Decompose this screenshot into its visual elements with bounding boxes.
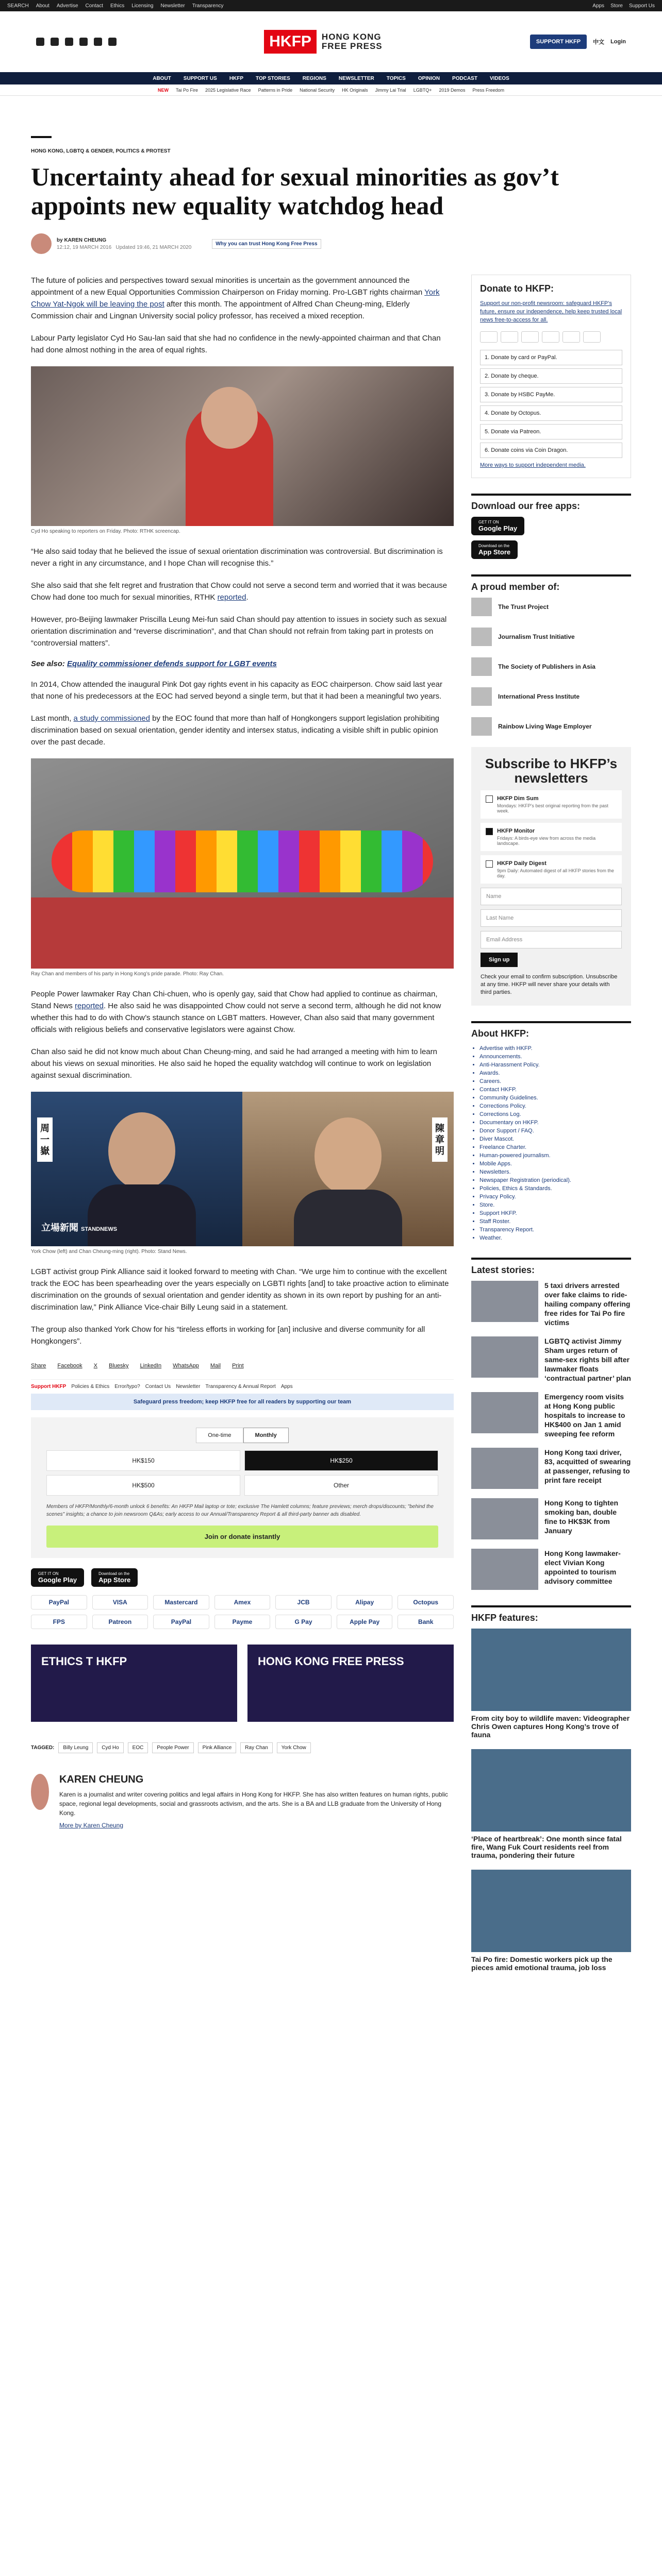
photo-caption: Ray Chan and members of his party in Hong Kong’s pride parade. Photo: Ray Chan. xyxy=(31,971,224,977)
about-link[interactable]: • Transparency Report. xyxy=(479,1226,631,1234)
amex-icon xyxy=(521,331,539,343)
footer-link[interactable]: Contact Us xyxy=(145,1384,171,1389)
about-link[interactable]: • Policies, Ethics & Standards. xyxy=(479,1184,631,1193)
photo-chow-and-chan xyxy=(31,1092,454,1255)
donate-title: Donate to HKFP: xyxy=(480,283,554,294)
checkbox[interactable] xyxy=(486,860,493,868)
more-by-author-link[interactable]: More by Karen Cheung xyxy=(59,1822,124,1829)
author-box xyxy=(31,1774,454,1833)
frequency-one-time[interactable]: One-time xyxy=(196,1428,243,1443)
about-link[interactable]: • Store. xyxy=(479,1201,631,1209)
share-bluesky[interactable]: Bluesky xyxy=(109,1363,129,1369)
donate-text[interactable]: Support our non-profit newsroom: safeguard HKFP’s future, ensure our independence, help keep trusted local news free-to-access for all. xyxy=(480,300,622,323)
name-input[interactable]: Name xyxy=(481,888,622,905)
x-icon[interactable] xyxy=(51,38,59,46)
main-nav xyxy=(0,72,662,84)
app-store-badge[interactable]: Download on the App Store xyxy=(471,540,518,559)
paragraph: She also said that she felt regret and frustration that Chow could not serve a second term and worried that it was because Chow had done too much for sexual minorities, RTHK reported. xyxy=(31,581,448,602)
inline-link[interactable]: reported xyxy=(217,593,246,602)
support-hkfp-link[interactable]: Support HKFP xyxy=(31,1384,67,1389)
octopus-icon xyxy=(562,331,580,343)
about-link[interactable]: • Documentary on HKFP. xyxy=(479,1118,631,1127)
about-link[interactable]: • Announcements. xyxy=(479,1053,631,1061)
living-wage-icon xyxy=(471,717,492,736)
top-bar xyxy=(0,0,662,11)
latest-story[interactable] xyxy=(471,1498,631,1539)
app-badges xyxy=(31,1568,454,1587)
logo-mark: HKFP xyxy=(264,30,317,54)
about-link[interactable]: • Newspaper Registration (periodical). xyxy=(479,1176,631,1184)
story-thumbnail[interactable] xyxy=(471,1281,538,1322)
jti-icon xyxy=(471,628,492,646)
support-links xyxy=(31,1379,454,1394)
checkbox-checked[interactable] xyxy=(486,828,493,835)
story-title[interactable]: Emergency room visits at Hong Kong public hospitals to increase to HK$400 on Jan 1 amid sweeping fee reform xyxy=(544,1393,625,1438)
donate-option[interactable]: 6. Donate coins via Coin Dragon. xyxy=(480,443,622,458)
ethics-promo[interactable]: ETHICS T HKFP xyxy=(31,1645,237,1722)
author-bio: Karen is a journalist and writer covering politics and legal affairs in Hong Kong for HKFP. She has also written features on human rights, public space, regional legal developments, social and grassroots activism, and the arts. She is a BA and LLB graduate from the University of Hong Kong. xyxy=(59,1791,448,1817)
story-title[interactable]: Hong Kong lawmaker-elect Vivian Kong appointed to tourism advisory committee xyxy=(544,1549,621,1585)
language-link[interactable]: 中文 xyxy=(593,39,605,45)
donate-option[interactable]: 1. Donate by card or PayPal. xyxy=(480,350,622,365)
payment-icon[interactable]: PayPal xyxy=(153,1615,209,1629)
about-link[interactable]: • Diver Mascot. xyxy=(479,1135,631,1143)
threads-icon[interactable] xyxy=(79,38,88,46)
last-name-input[interactable]: Last Name xyxy=(481,909,622,927)
donate-option[interactable]: 4. Donate by Octopus. xyxy=(480,405,622,421)
publish-date: 12:12, 19 MARCH 2016 xyxy=(57,244,112,250)
pay-icons xyxy=(480,331,622,343)
footer-link[interactable]: Apps xyxy=(280,1384,293,1389)
share-linkedin[interactable]: LinkedIn xyxy=(140,1363,162,1369)
topic-item[interactable]: Tai Po Fire xyxy=(175,87,198,93)
inline-link[interactable]: reported xyxy=(75,1002,104,1010)
share-label: Share xyxy=(31,1363,46,1369)
about-link[interactable]: • Corrections Log. xyxy=(479,1110,631,1118)
member-logo[interactable]: International Press Institute xyxy=(471,687,631,706)
topic-item[interactable]: HK Originals xyxy=(342,87,368,93)
photo-cyd-ho xyxy=(31,366,454,534)
payment-icon[interactable]: Mastercard xyxy=(153,1595,209,1609)
payment-icon[interactable]: Alipay xyxy=(337,1595,393,1609)
member-logo[interactable]: The Society of Publishers in Asia xyxy=(471,657,631,676)
nav-item[interactable]: TOPICS xyxy=(386,75,406,81)
story-title[interactable]: LGBTQ activist Jimmy Sham urges return of same-sex rights bill after lawmaker floats ‘contractual partner’ plan xyxy=(544,1337,631,1382)
story-title[interactable]: 5 taxi drivers arrested over fake claims to ride-hailing company offering free rides for Tai Po fire victims xyxy=(544,1281,631,1327)
latest-title: Latest stories: xyxy=(471,1265,535,1275)
story-thumbnail[interactable] xyxy=(471,1336,538,1378)
paragraph: Chan also said he did not know much about Chan Cheung-ming, and said he had arranged a meeting with him to learn about his views on sexual minorities. He also said he hoped the equality watchdog will continue to work on legislation against sexual discrimination. xyxy=(31,1047,437,1080)
share-x[interactable]: X xyxy=(93,1363,98,1369)
topic-item[interactable]: Press Freedom xyxy=(472,87,505,93)
name-placard-left: 周一嶽 xyxy=(37,1117,53,1162)
standnews-logo: 立場新聞 STANDNEWS xyxy=(41,1223,118,1233)
about-link[interactable]: • Corrections Policy. xyxy=(479,1102,631,1110)
newsletter-option[interactable]: HKFP Dim Sum Mondays: HKFP’s best original reporting from the past week. xyxy=(481,790,622,819)
search-link[interactable]: SEARCH xyxy=(7,3,29,9)
trust-link[interactable]: Why you can trust Hong Kong Free Press xyxy=(212,239,321,249)
title-rule xyxy=(31,136,52,138)
linkedin-icon[interactable] xyxy=(94,38,102,46)
visa-icon xyxy=(501,331,518,343)
new-badge: NEW xyxy=(157,87,169,93)
paragraph: The future of policies and perspectives toward sexual minorities is uncertain as the government announced the appointment of a new Equal Opportunities Commission Chairperson on Friday morning. Pro-LGBT rights chairman York Chow Yat-Ngok will be leaving the post after this month. The appointment of Alfred Chan Cheung-ming, Elderly Commission chair and Lingnan University social policy professor, has received a mixed reception. xyxy=(31,276,440,320)
signup-note: Check your email to confirm subscription. Unsubscribe at any time. HKFP will never share your details with third parties. xyxy=(481,974,618,995)
photo-pride-parade xyxy=(31,758,454,977)
author-link[interactable]: KAREN CHEUNG xyxy=(64,237,107,243)
ipi-icon xyxy=(471,687,492,706)
about-title: About HKFP: xyxy=(471,1028,529,1039)
payment-icon[interactable]: PayPal xyxy=(31,1595,87,1609)
story-thumbnail[interactable] xyxy=(471,1498,538,1539)
google-play-badge[interactable]: GET IT ON Google Play xyxy=(31,1568,84,1587)
story-thumbnail[interactable] xyxy=(471,1392,538,1433)
paypal-icon xyxy=(542,331,559,343)
nav-item[interactable]: NEWSLETTER xyxy=(338,75,374,81)
topic-item[interactable]: LGBTQ+ xyxy=(413,87,432,93)
more-ways-link[interactable]: More ways to support independent media. xyxy=(480,462,586,468)
store-link[interactable]: Store xyxy=(610,3,623,9)
apps-link[interactable]: Apps xyxy=(592,3,605,9)
nav-item[interactable]: SUPPORT US xyxy=(183,75,217,81)
google-play-badge[interactable]: GET IT ON Google Play xyxy=(471,517,524,535)
payment-icon[interactable]: FPS xyxy=(31,1615,87,1629)
about-link[interactable]: • Human-powered journalism. xyxy=(479,1151,631,1160)
tag[interactable]: Pink Alliance xyxy=(198,1742,237,1753)
feature-title[interactable]: Tai Po fire: Domestic workers pick up the pieces amid emotional trauma, job loss xyxy=(471,1955,613,1972)
apps-title: Download our free apps: xyxy=(471,501,581,511)
about-link[interactable]: • Anti-Harassment Policy. xyxy=(479,1061,631,1069)
payment-icon[interactable]: G Pay xyxy=(275,1615,332,1629)
amount-option[interactable]: HK$150 xyxy=(46,1450,240,1471)
mastercard-icon xyxy=(480,331,498,343)
footer-link[interactable]: Error/typo? xyxy=(114,1384,140,1389)
sidebar xyxy=(471,275,631,1982)
about-link[interactable]: • Weather. xyxy=(479,1234,631,1242)
payment-icon[interactable]: Patreon xyxy=(92,1615,148,1629)
story-thumbnail[interactable] xyxy=(471,1448,538,1489)
member-logo[interactable]: Rainbow Living Wage Employer xyxy=(471,717,631,736)
features-title: HKFP features: xyxy=(471,1613,538,1623)
checkbox[interactable] xyxy=(486,795,493,803)
about-link[interactable]: • Careers. xyxy=(479,1077,631,1086)
about-link[interactable]: • Community Guidelines. xyxy=(479,1094,631,1102)
feature-story[interactable] xyxy=(471,1629,631,1739)
topic-item[interactable]: 2025 Legislative Race xyxy=(205,87,251,93)
about-link[interactable]: • Staff Roster. xyxy=(479,1217,631,1226)
story-title[interactable]: Hong Kong to tighten smoking ban, double fine to HK$3K from January xyxy=(544,1499,619,1535)
inline-link[interactable]: a study commissioned xyxy=(73,714,150,723)
nav-item[interactable]: ABOUT xyxy=(153,75,171,81)
promo-banners xyxy=(31,1645,454,1722)
article-categories[interactable]: HONG KONG, LGBTQ & GENDER, POLITICS & PROTEST xyxy=(31,148,171,154)
payment-icon[interactable]: JCB xyxy=(275,1595,332,1609)
share-facebook[interactable]: Facebook xyxy=(57,1363,82,1369)
latest-story[interactable] xyxy=(471,1392,631,1438)
tag[interactable]: Cyd Ho xyxy=(97,1742,123,1753)
paragraph: Labour Party legislator Cyd Ho Sau-lan said that she had no confidence in the newly-appointed chairman and that Chan had done almost nothing in the area of equal rights. xyxy=(31,334,441,354)
support-us-link[interactable]: Support Us xyxy=(628,3,655,9)
see-also: See also: Equality commissioner defends support for LGBT events xyxy=(31,659,277,668)
feature-thumbnail[interactable] xyxy=(471,1870,631,1952)
topic-item[interactable]: 2019 Demos xyxy=(439,87,466,93)
donate-box xyxy=(471,275,631,478)
member-title: A proud member of: xyxy=(471,582,560,592)
tag[interactable]: Billy Leung xyxy=(58,1742,93,1753)
amount-option[interactable]: HK$500 xyxy=(46,1475,240,1496)
author-avatar xyxy=(31,1774,49,1810)
sopa-icon xyxy=(471,657,492,676)
byline: by KAREN CHEUNG 12:12, 19 MARCH 2016 Updated 19:46, 21 MARCH 2020 Why you can trust Hong Kong Free Press xyxy=(31,233,631,254)
amount-option-other[interactable]: Other xyxy=(244,1475,438,1496)
nav-item[interactable]: PODCAST xyxy=(452,75,477,81)
inline-link[interactable]: York Chow Yat-Ngok will be leaving the post xyxy=(31,288,440,309)
frequency-monthly[interactable]: Monthly xyxy=(243,1428,289,1443)
latest-story[interactable] xyxy=(471,1281,631,1327)
join-button[interactable]: Join or donate instantly xyxy=(46,1526,438,1548)
instagram-icon[interactable] xyxy=(65,38,73,46)
feature-thumbnail[interactable] xyxy=(471,1749,631,1832)
newsletter-option[interactable]: HKFP Monitor Fridays: A birds-eye view from across the media landscape. xyxy=(481,823,622,851)
payment-icon[interactable]: Amex xyxy=(214,1595,271,1609)
feature-title[interactable]: From city boy to wildlife maven: Videographer Chris Owen captures Hong Kong’s trove of fauna xyxy=(471,1714,630,1739)
name-placard-right: 陳章明 xyxy=(432,1117,448,1162)
payment-icon[interactable]: Bank xyxy=(398,1615,454,1629)
feature-title[interactable]: ‘Place of heartbreak’: One month since fatal fire, Wang Fuk Court residents reel from trauma, pondering their future xyxy=(471,1835,622,1859)
site-logo[interactable] xyxy=(264,30,382,54)
about-link[interactable]: • Freelance Charter. xyxy=(479,1143,631,1151)
app-store-badge[interactable]: Download on the App Store xyxy=(91,1568,138,1587)
about-link[interactable]: About xyxy=(36,3,49,9)
amount-option-selected[interactable]: HK$250 xyxy=(244,1450,438,1471)
contact-link[interactable]: Contact xyxy=(85,3,103,9)
login-link[interactable]: Login xyxy=(610,39,626,45)
advertise-link[interactable]: Advertise xyxy=(56,3,78,9)
logo-text: HONG KONG FREE PRESS xyxy=(321,32,383,51)
member-logo[interactable]: Journalism Trust Initiative xyxy=(471,628,631,646)
about-link[interactable]: • Newsletters. xyxy=(479,1168,631,1176)
licensing-link[interactable]: Licensing xyxy=(131,3,154,9)
tag[interactable]: EOC xyxy=(128,1742,148,1753)
about-link[interactable]: • Donor Support / FAQ. xyxy=(479,1127,631,1135)
nav-item[interactable]: TOP STORIES xyxy=(256,75,290,81)
member-benefits: Members of HKFP/Monthly/6-month unlock 6 benefits: An HKFP Mail laptop or tote; exclusive The Hamlett columns; feature previews; merch drops/discounts; "behind the scenes" insights; a chance to join newsroom Q&As; early access to our Annual/Transparency Report & all third-party banner ads disabled. xyxy=(46,1504,434,1517)
social-links xyxy=(36,38,117,46)
tags-label: TAGGED: xyxy=(31,1745,55,1751)
latest-story[interactable] xyxy=(471,1549,631,1590)
payme-icon xyxy=(583,331,601,343)
feature-story[interactable] xyxy=(471,1870,631,1972)
paragraph: “He also said today that he believed the issue of sexual orientation discrimination was controversial. But discrimination is never a right in any circumstance, and I hope Chan will recognise this.” xyxy=(31,547,443,568)
donate-widget xyxy=(31,1417,454,1558)
about-link[interactable]: • Contact HKFP. xyxy=(479,1086,631,1094)
payment-icon[interactable]: Octopus xyxy=(398,1595,454,1609)
paragraph: LGBT activist group Pink Alliance said it looked forward to meeting with Chan. “We urge him to continue with the excellent track the EOC has been spearheading over the years especially on LGBTI rights [and] to take proactive action to eliminate discrimination on the grounds of sexual orientation and gender identity as shown in its own report by pushing for an anti-discrimination law,” Pink Alliance Vice-chair Billy Leung said in a statement. xyxy=(31,1267,449,1312)
photo-caption: Cyd Ho speaking to reporters on Friday. Photo: RTHK screencap. xyxy=(31,529,180,534)
feature-thumbnail[interactable] xyxy=(471,1629,631,1711)
author-avatar xyxy=(31,233,52,254)
share-whatsapp[interactable]: WhatsApp xyxy=(173,1363,199,1369)
donate-option[interactable]: 5. Donate via Patreon. xyxy=(480,424,622,439)
ethics-link[interactable]: Ethics xyxy=(110,3,125,9)
topic-item[interactable]: Jimmy Lai Trial xyxy=(375,87,406,93)
topic-nav xyxy=(0,84,662,96)
latest-story[interactable] xyxy=(471,1336,631,1383)
member-logo[interactable]: The Trust Project xyxy=(471,598,631,616)
hkfp-promo[interactable]: HONG KONG FREE PRESS xyxy=(247,1645,454,1722)
footer-link[interactable]: Newsletter xyxy=(176,1384,201,1389)
updated-date: Updated 19:46, 21 MARCH 2020 xyxy=(115,244,192,250)
tag[interactable]: People Power xyxy=(152,1742,193,1753)
newsletter-title: Subscribe to HKFP’s newsletters xyxy=(485,756,618,786)
payment-icon[interactable]: VISA xyxy=(92,1595,148,1609)
nav-item[interactable]: OPINION xyxy=(418,75,440,81)
share-print[interactable]: Print xyxy=(232,1363,244,1369)
donate-option[interactable]: 3. Donate by HSBC PayMe. xyxy=(480,387,622,402)
paragraph: However, pro-Beijing lawmaker Priscilla Leung Mei-fun said Chan should pay attention to issues in society such as sexual orientation discrimination and “reverse discrimination”, and that Chan should not refrain from taking part in protests on “controversial matters”. xyxy=(31,615,447,648)
support-hkfp-button[interactable]: SUPPORT HKFP xyxy=(530,35,587,49)
story-title[interactable]: Hong Kong taxi driver, 83, acquitted of swearing at passenger, refusing to print fare receipt xyxy=(544,1448,631,1484)
trust-project-icon xyxy=(471,598,492,616)
latest-story[interactable] xyxy=(471,1448,631,1489)
paragraph: In 2014, Chow attended the inaugural Pink Dot gay rights event in his capacity as EOC chairperson. Chow said last year that none of his predecessors at the EOC had served beyond a single term, but that it had been a meaningful two years. xyxy=(31,680,442,701)
donate-option[interactable]: 2. Donate by cheque. xyxy=(480,368,622,384)
photo-caption: York Chow (left) and Chan Cheung-ming (right). Photo: Stand News. xyxy=(31,1249,187,1255)
masthead xyxy=(0,11,662,72)
article-body xyxy=(31,275,454,1982)
topic-item[interactable]: National Security xyxy=(300,87,335,93)
topic-item[interactable]: Patterns in Pride xyxy=(258,87,293,93)
facebook-icon[interactable] xyxy=(36,38,44,46)
article-title: Uncertainty ahead for sexual minorities as gov’t appoints new equality watchdog head xyxy=(31,162,559,220)
see-also-link[interactable]: Equality commissioner defends support for LGBT events xyxy=(67,659,277,668)
author-name[interactable]: KAREN CHEUNG xyxy=(59,1774,144,1785)
footer-link[interactable]: Transparency & Annual Report xyxy=(205,1384,276,1389)
newsletter-signup xyxy=(471,747,631,1006)
about-link[interactable]: • Mobile Apps. xyxy=(479,1160,631,1168)
share-mail[interactable]: Mail xyxy=(210,1363,221,1369)
tags xyxy=(31,1742,454,1753)
transparency-link[interactable]: Transparency xyxy=(192,3,224,9)
about-link[interactable]: • Privacy Policy. xyxy=(479,1193,631,1201)
newsletter-option[interactable]: HKFP Daily Digest 9pm Daily: Automated digest of all HKFP stories from the day. xyxy=(481,855,622,884)
paragraph: People Power lawmaker Ray Chan Chi-chuen, who is openly gay, said that Chow had applied to continue as chairman, Stand News reported. He also said he was disappointed Chow could not serve a second term, although he did not know whether this had to do with Chow’s staunch stance on LGBT matters. However, Chan also said that many government officials with religious beliefs and conservative legislators were against Chow. xyxy=(31,990,441,1034)
payment-icon[interactable]: Payme xyxy=(214,1615,271,1629)
nav-item[interactable]: VIDEOS xyxy=(489,75,509,81)
nav-item[interactable]: REGIONS xyxy=(302,75,326,81)
tag[interactable]: York Chow xyxy=(277,1742,311,1753)
payment-icon[interactable]: Apple Pay xyxy=(337,1615,393,1629)
signup-button[interactable]: Sign up xyxy=(481,953,518,967)
newsletter-link[interactable]: Newsletter xyxy=(160,3,185,9)
paragraph: The group also thanked York Chow for his “tireless efforts in working for [an] inclusive and diverse community for all Hongkongers”. xyxy=(31,1325,425,1346)
email-input[interactable]: Email Address xyxy=(481,931,622,948)
nav-item[interactable]: HKFP xyxy=(229,75,244,81)
about-link[interactable]: • Awards. xyxy=(479,1069,631,1077)
youtube-icon[interactable] xyxy=(108,38,117,46)
share-bar xyxy=(31,1363,454,1369)
paragraph: Last month, a study commissioned by the EOC found that more than half of Hongkongers support legislation prohibiting discrimination based on sexual orientation, gender identity and intersex status, indicating a visible shift in public opinion over the past decade. xyxy=(31,714,440,747)
tag[interactable]: Ray Chan xyxy=(240,1742,272,1753)
about-link[interactable]: • Advertise with HKFP. xyxy=(479,1044,631,1053)
payment-methods xyxy=(31,1595,454,1629)
footer-link[interactable]: Policies & Ethics xyxy=(71,1384,110,1389)
support-banner[interactable]: Safeguard press freedom; keep HKFP free for all readers by supporting our team xyxy=(31,1394,454,1410)
story-thumbnail[interactable] xyxy=(471,1549,538,1590)
about-link[interactable]: • Support HKFP. xyxy=(479,1209,631,1217)
feature-story[interactable] xyxy=(471,1749,631,1859)
